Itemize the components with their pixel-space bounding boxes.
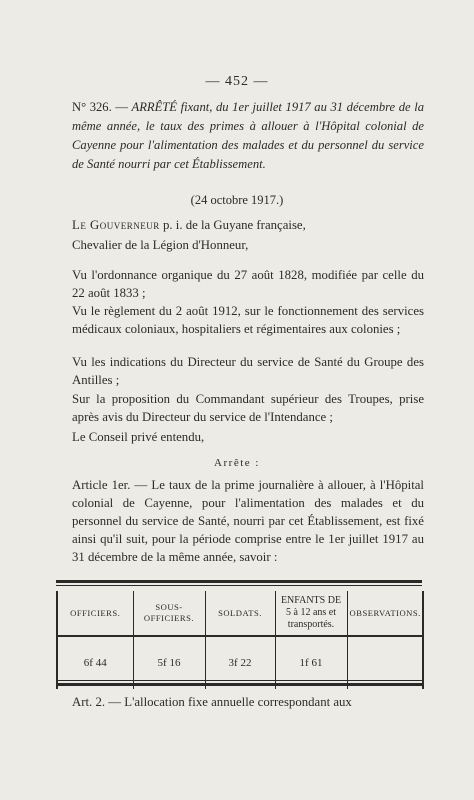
header-observations: OBSERVATIONS. (347, 591, 423, 636)
table-header-row (57, 591, 423, 636)
considerant-5: Le Conseil privé entendu, (72, 430, 205, 444)
value-officers: 6f 44 (57, 636, 133, 689)
considerant-3: Vu les indications du Directeur du service de Santé du Groupe des Antilles ; (72, 355, 424, 387)
rates-table (56, 591, 424, 689)
governor-line-2: Chevalier de la Légion d'Honneur, (72, 238, 249, 252)
rates-table-frame (56, 580, 422, 686)
value-sub-officers: 5f 16 (133, 636, 205, 689)
header-officers: OFFICIERS. (57, 591, 133, 636)
considerant-1: Vu l'ordonnance organique du 27 août 1828, modifiée par celle du 22 août 1833 ; (72, 268, 424, 300)
value-soldiers: 3f 22 (205, 636, 275, 689)
header-soldiers: SOLDATS. (205, 591, 275, 636)
header-children: ENFANTS DE 5 à 12 ans et transportés. (275, 591, 347, 636)
decree-number: N° 326. (72, 100, 112, 114)
decree-title: ARRÊTÉ fixant, du 1er juillet 1917 au 31 décembre de la même année, le taux des primes à allouer à l'Hôpital colonial de Cayenne pour l'alimentation des malades et du personnel du service de Santé nourri par cet Établissement. (72, 100, 424, 171)
arrete-label: Arrête : (214, 457, 260, 469)
page-number: — 452 — (205, 74, 269, 89)
value-observations (347, 636, 423, 689)
article-2-start: Art. 2. — L'allocation fixe annuelle correspondant aux (72, 695, 352, 709)
article-1: Article 1er. — Le taux de la prime journalière à allouer, à l'Hôpital colonial de Cayenne, pour l'alimentation des malades et du personnel du service de Santé, nourri par cet Établissement, est fixé ainsi qu'il suit, pour la période comprise entre le 1er juillet 1917 au 31 décembre de la même année, savoir : (72, 478, 424, 564)
governor-line-1 (72, 216, 424, 234)
header-sub-officers: SOUS-OFFICIERS. (133, 591, 205, 636)
decree-date: (24 octobre 1917.) (190, 193, 284, 207)
decree-heading (72, 98, 424, 174)
considerant-2: Vu le règlement du 2 août 1912, sur le fonctionnement des services médicaux coloniaux, hospitaliers et régimentaires aux colonies ; (72, 304, 424, 336)
value-children: 1f 61 (275, 636, 347, 689)
governor-line-1-rest: p. i. de la Guyane française, (159, 218, 306, 232)
governor-title: Le Gouverneur (72, 218, 160, 232)
considerant-4: Sur la proposition du Commandant supérieur des Troupes, prise après avis du Directeur du service de l'Intendance ; (72, 392, 424, 424)
decree-dash: — (111, 100, 132, 114)
table-row (57, 636, 423, 689)
